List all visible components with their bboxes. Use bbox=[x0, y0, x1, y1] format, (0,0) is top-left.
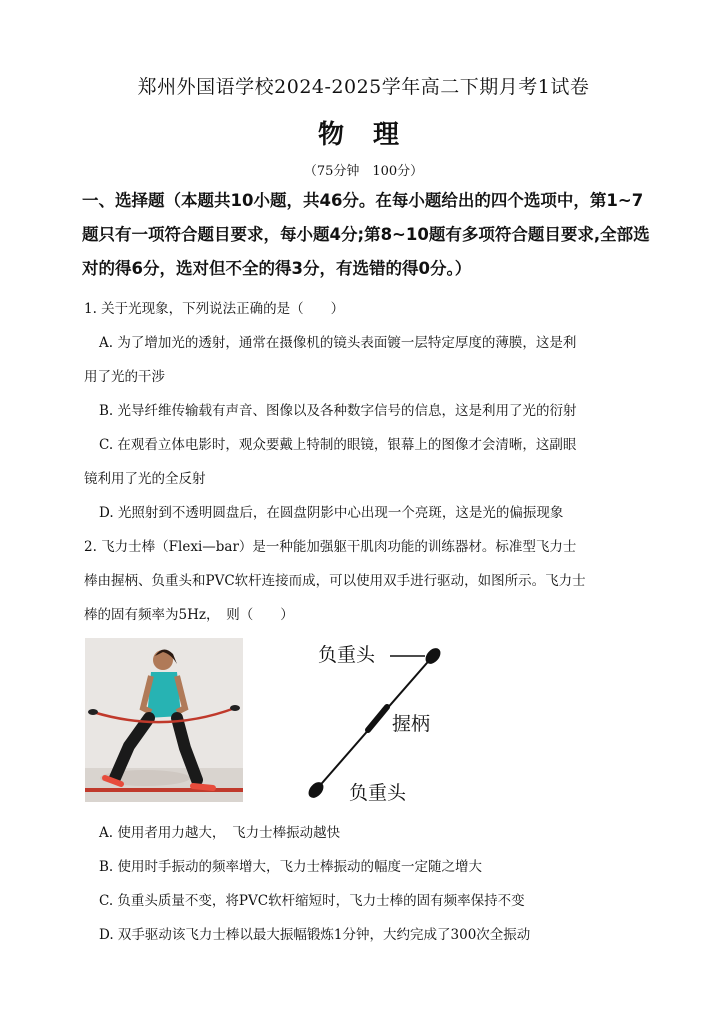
q1-option-c-cont: 镜利用了光的全反射 bbox=[84, 471, 206, 487]
exam-duration: （75分钟 100分） bbox=[303, 164, 424, 179]
subject-title: 物 理 bbox=[317, 120, 410, 150]
q2-option-c: C. 负重头质量不变，将PVC软杆缩短时，飞力士棒的固有频率保持不变 bbox=[99, 893, 525, 909]
section-heading: 一、选择题（本题共10小题，共46分。在每小题给出的四个选项中，第1~7题只有一项符合题目要求，每小题4分;第8~10题有多项符合题目要求,全部选对的得6分，选对但不全的得3分，有选错的得0分。） bbox=[82, 191, 650, 278]
q1-stem: 1. 关于光现象，下列说法正确的是（ ） bbox=[84, 301, 345, 317]
label-weight-head-bottom: 负重头 bbox=[349, 782, 407, 804]
q1-option-b: B. 光导纤维传输载有声音、图像以及各种数字信号的信息，这是利用了光的衍射 bbox=[99, 403, 577, 419]
q2-option-d: D. 双手驱动该飞力士棒以最大振幅锻炼1分钟，大约完成了300次全振动 bbox=[99, 927, 531, 943]
label-handle: 握柄 bbox=[392, 713, 431, 735]
q2-stem-cont: 棒由握柄、负重头和PVC软杆连接而成，可以使用双手进行驱动，如图所示。飞力士 bbox=[84, 573, 586, 589]
q1-option-d: D. 光照射到不透明圆盘后，在圆盘阴影中心出现一个亮斑，这是光的偏振现象 bbox=[99, 505, 564, 521]
label-weight-head-top: 负重头 bbox=[318, 644, 376, 666]
flexibar-photo bbox=[85, 638, 243, 802]
q1-option-a-cont: 用了光的干涉 bbox=[84, 369, 165, 385]
q2-stem-cont2: 棒的固有频率为5Hz， 则（ ） bbox=[84, 607, 294, 623]
exam-title: 郑州外国语学校2024-2025学年高二下期月考1试卷 bbox=[137, 76, 590, 98]
q2-option-a: A. 使用者用力越大， 飞力士棒振动越快 bbox=[99, 825, 341, 841]
q1-option-c: C. 在观看立体电影时，观众要戴上特制的眼镜，银幕上的图像才会清晰，这副眼 bbox=[99, 437, 577, 453]
q2-option-b: B. 使用时手振动的频率增大，飞力士棒振动的幅度一定随之增大 bbox=[99, 859, 483, 875]
q1-option-a: A. 为了增加光的透射，通常在摄像机的镜头表面镀一层特定厚度的薄膜，这是利 bbox=[99, 335, 577, 351]
q2-stem: 2. 飞力士棒（Flexi—bar）是一种能加强躯干肌肉功能的训练器材。标准型飞力士 bbox=[84, 539, 577, 555]
